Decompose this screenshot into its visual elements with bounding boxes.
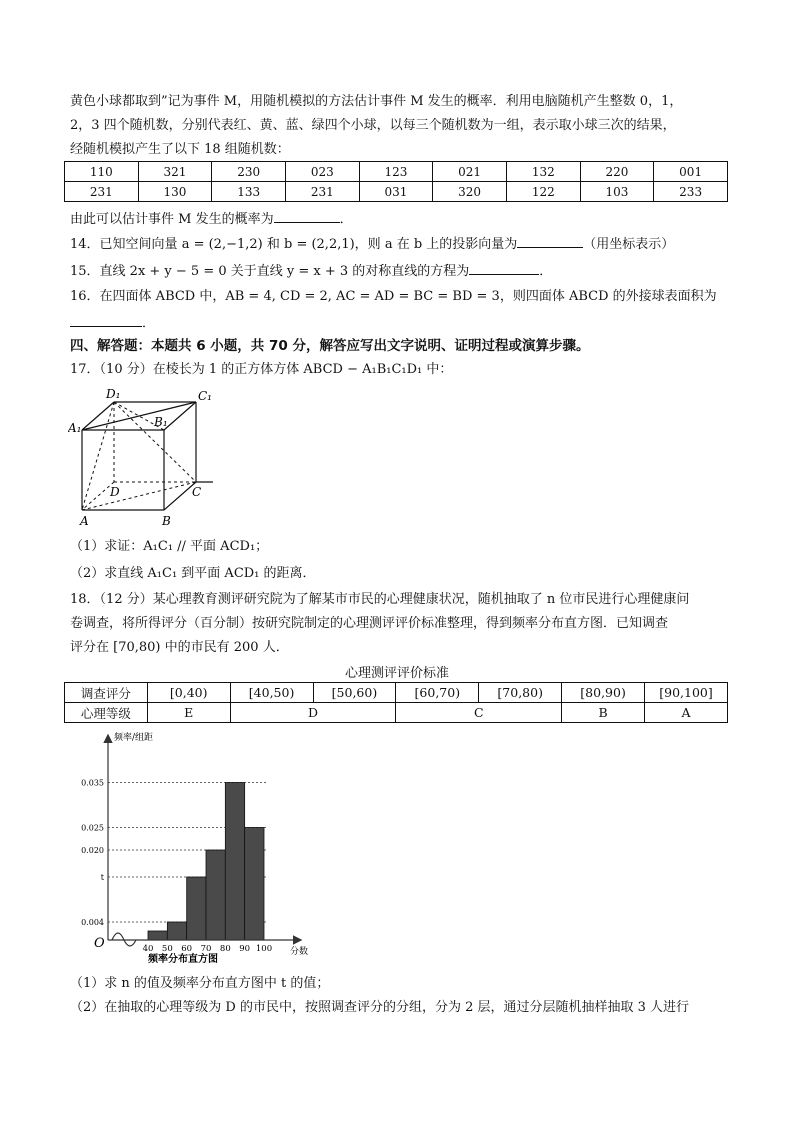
- q13-text: 由此可以估计事件 M 发生的概率为: [70, 212, 274, 227]
- row-header: 调查评分: [65, 683, 148, 703]
- q13-tail: 由此可以估计事件 M 发生的概率为 ．: [70, 208, 353, 230]
- x-tick-label: 90: [239, 944, 251, 954]
- table-cell: 001: [654, 162, 728, 182]
- table-cell: 122: [506, 182, 580, 202]
- x-tick-label: 40: [142, 944, 154, 954]
- vertex-label-b1: B₁: [154, 415, 168, 429]
- histogram-bar: [245, 828, 264, 941]
- table-cell: [60,70): [396, 683, 479, 703]
- table-cell: 132: [506, 162, 580, 182]
- table-cell: 133: [212, 182, 286, 202]
- table-cell: E: [147, 703, 230, 723]
- table-cell: [40,50): [230, 683, 313, 703]
- q14-text-a: 14．已知空间向量: [70, 237, 182, 252]
- table-cell: 021: [433, 162, 507, 182]
- table-cell: [80,90): [562, 683, 645, 703]
- frequency-histogram: [68, 730, 328, 970]
- y-tick-label: 0.035: [81, 778, 104, 788]
- table-cell: [70,80): [479, 683, 562, 703]
- vertex-label-d: D: [110, 485, 120, 499]
- table-cell: A: [645, 703, 728, 723]
- y-tick-label: 0.004: [81, 918, 104, 927]
- table-cell: [50,60): [313, 683, 396, 703]
- answer-blank: [274, 208, 340, 223]
- vertex-label-c1: C₁: [198, 389, 212, 403]
- origin-label: O: [94, 936, 105, 951]
- histogram-bar: [187, 877, 206, 940]
- q17-part1: （1）求证：A₁C₁ // 平面 ACD₁；: [70, 539, 269, 554]
- table-row: [65, 162, 728, 182]
- table-cell: 231: [65, 182, 139, 202]
- table-row: [65, 703, 728, 723]
- histogram-bar: [206, 850, 225, 940]
- x-tick-label: 80: [219, 944, 231, 954]
- q17-stem: 17．（10 分）在棱长为 1 的正方体方体 ABCD − A₁B₁C₁D₁ 中：: [70, 362, 453, 377]
- x-axis-label: 分数: [290, 947, 309, 957]
- histogram-bars: [148, 783, 264, 941]
- table-row: [65, 683, 728, 703]
- table-cell: 321: [138, 162, 212, 182]
- table-cell: 110: [65, 162, 139, 182]
- x-tick-label: 60: [181, 944, 193, 954]
- q17-part2: （2）求直线 A₁C₁ 到平面 ACD₁ 的距离．: [70, 566, 316, 581]
- q18-line-1: 18．（12 分）某心理教育测评研究院为了解某市市民的心理健康状况，随机抽取了 n 位市民进行心理健康问: [70, 592, 690, 607]
- intro-line-2: 2，3 四个随机数，分别代表红、黄、蓝、绿四个小球，以每三个随机数为一组，表示取小球三次的结果，: [70, 118, 676, 133]
- chart-title: 频率分布直方图: [148, 954, 218, 965]
- table-cell: 123: [359, 162, 433, 182]
- vertex-label-b: B: [162, 514, 171, 528]
- table-cell: D: [230, 703, 396, 723]
- vertex-label-c: C: [192, 485, 202, 499]
- y-tick-label: t: [100, 873, 104, 882]
- q18-part1: （1）求 n 的值及频率分布直方图中 t 的值；: [70, 976, 330, 991]
- x-tick-label: 70: [200, 944, 212, 954]
- x-tick-label: 100: [255, 944, 273, 954]
- table-cell: 130: [138, 182, 212, 202]
- vertex-label-a1: A₁: [68, 421, 82, 435]
- cube-figure: [68, 386, 218, 532]
- answer-blank: [70, 312, 142, 327]
- table-cell: [90,100]: [645, 683, 728, 703]
- q14: [70, 233, 674, 255]
- q14-text-b: a = (2,−1,2) 和: [181, 237, 284, 252]
- q14-text-d: （用坐标表示）: [583, 237, 675, 252]
- table-cell: [0,40): [147, 683, 230, 703]
- intro-line-3: 经随机模拟产生了以下 18 组随机数：: [70, 142, 290, 157]
- table-cell: 220: [580, 162, 654, 182]
- q14-text-c: b = (2,2,1)，则 a 在 b 上的投影向量为: [283, 237, 518, 252]
- vertex-label-d1: D₁: [106, 387, 121, 401]
- intro-line-1: 黄色小球都取到”记为事件 M，用随机模拟的方法估计事件 M 发生的概率．利用电脑随机产生整数 0，1，: [70, 94, 683, 109]
- vertex-label-a: A: [80, 514, 89, 528]
- table-cell: 233: [654, 182, 728, 202]
- q15: 15．直线 2x + y − 5 = 0 关于直线 y = x + 3 的对称直线的方程为 ．: [70, 260, 552, 282]
- evaluation-table: [64, 682, 728, 723]
- q18-part2: （2）在抽取的心理等级为 D 的市民中，按照调查评分的分组，分为 2 层，通过分层随机抽样抽取 3 人进行: [70, 1000, 690, 1015]
- x-tick-labels: [143, 944, 273, 954]
- row-header: 心理等级: [65, 703, 148, 723]
- table-cell: 230: [212, 162, 286, 182]
- y-tick-labels: [81, 779, 105, 928]
- q16: [70, 287, 717, 307]
- table-row: [65, 182, 728, 202]
- histogram-bar: [167, 922, 186, 940]
- table-cell: 023: [285, 162, 359, 182]
- q18-line-2: 卷调查，将所得评分（百分制）按研究院制定的心理测评评价标准整理，得到频率分布直方图．已知调查: [70, 616, 669, 631]
- table-cell: 231: [285, 182, 359, 202]
- y-axis-label: 频率/组距: [114, 733, 154, 743]
- y-tick-label: 0.020: [81, 846, 104, 855]
- table-cell: 320: [433, 182, 507, 202]
- q15-text: 15．直线 2x + y − 5 = 0 关于直线 y = x + 3 的对称直线的方程为: [70, 264, 470, 279]
- table-cell: 031: [359, 182, 433, 202]
- histogram-bar: [148, 931, 167, 940]
- table-cell: B: [562, 703, 645, 723]
- histogram-bar: [225, 783, 244, 941]
- answer-blank: [517, 233, 583, 248]
- y-tick-label: 0.025: [81, 823, 104, 833]
- q16-text: 16．在四面体 ABCD 中，AB = 4, CD = 2, AC = AD = BC = BD = 3，则四面体 ABCD 的外接球表面积为: [70, 289, 717, 304]
- answer-blank: [469, 260, 539, 275]
- table-cell: C: [396, 703, 562, 723]
- table-cell: 103: [580, 182, 654, 202]
- section-heading: 四、解答题：本题共 6 小题，共 70 分，解答应写出文字说明、证明过程或演算步骤。: [70, 338, 590, 354]
- random-numbers-table: [64, 161, 728, 202]
- q16-blank-line: ．: [70, 312, 155, 334]
- table-title: 心理测评评价标准: [344, 666, 449, 681]
- x-tick-label: 50: [161, 944, 173, 954]
- q18-line-3: 评分在 [70,80) 中的市民有 200 人．: [70, 640, 289, 655]
